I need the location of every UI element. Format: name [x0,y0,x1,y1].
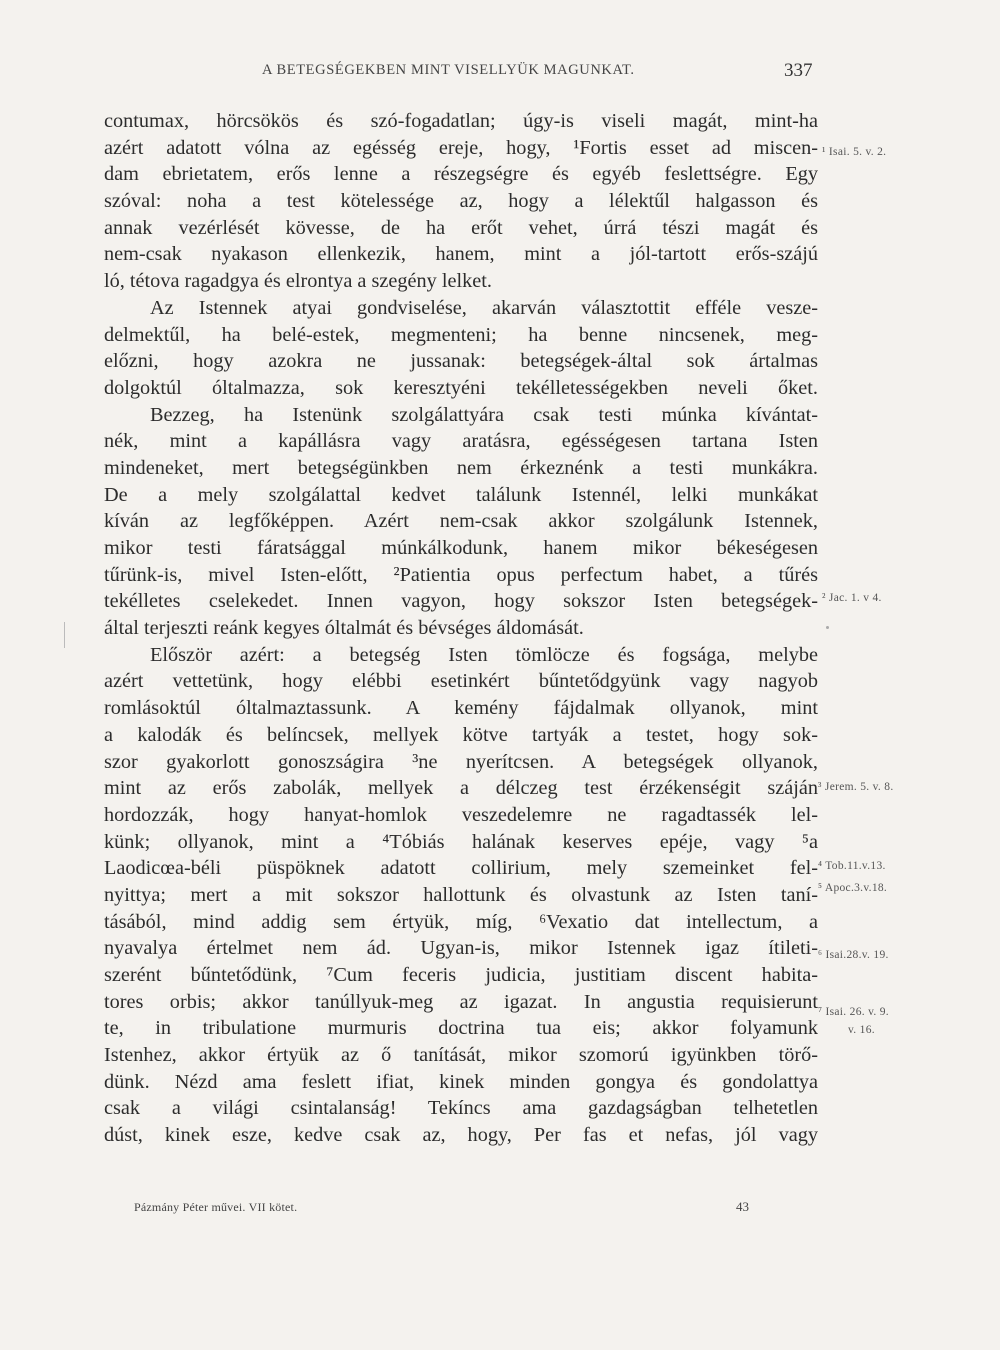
text-line: szerént bűntetődünk, ⁷Cum feceris judicia, justitiam discent habita- [104,964,818,986]
text-line: Bezzeg, ha Istenünk szolgálattyára csak testi múnka kívántat- [150,403,818,426]
text-line: annak vezérlését kövesse, de ha erőt vehet, úrrá tészi magát és [104,216,818,239]
margin-reference: ¹ Isai. 5. v. 2. [822,146,887,158]
text-line: mint az erős zabolák, mellyek a délczeg test érzékenségit száján [104,777,818,800]
margin-reference: ³ Jerem. 5. v. 8. [818,781,894,793]
text-line: Az Istennek atyai gondviselése, akarván választottit efféle vesze- [150,296,818,319]
imprint-line: Pázmány Péter művei. VII kötet. [134,1200,298,1214]
margin-reference: ⁶ Isai.28.v. 19. [818,949,889,961]
text-line: nyavalya értelmet nem ád. Ugyan-is, mikor Istennek igaz ítileti- [104,937,818,960]
text-line: a kalodák és belíncsek, mellyek kötve tartyák a testet, hogy sok- [104,723,818,746]
paper-mark [826,626,829,629]
margin-reference: v. 16. [848,1024,875,1036]
text-line: De a mely szolgálattal kedvet találunk Istennél, lelki munkákat [104,483,818,506]
text-line: csak a világi csintalanság! Tekíncs ama gazdagságban telhetetlen [104,1097,818,1120]
text-line: mindeneket, mert betegségünkben nem érkeznénk a testi munkákra. [104,456,818,479]
running-header [0,62,1000,86]
text-line: te, in tribulatione murmuris doctrina tua eis; akkor folyamunk [104,1017,818,1040]
text-line: dünk. Nézd ama feslett ifiat, kinek minden gongya és gondolattya [104,1070,818,1093]
text-line: Laodicœa-béli püspöknek adatott collirium, mely szemeinket fel- [104,857,818,880]
text-line: künk; ollyanok, mint a ⁴Tóbiás halának keserves epéje, vagy ⁵a [104,830,818,853]
text-line: dúst, kinek esze, kedve csak az, hogy, Per fas et nefas, jól vagy [104,1124,818,1147]
margin-reference: ⁵ Apoc.3.v.18. [818,882,888,894]
signature-number: 43 [736,1199,749,1214]
text-line: ló, tétova ragadgya és elrontya a szegény lelket. [104,270,492,293]
text-line: kíván az legfőképpen. Azért nem-csak akkor szolgálunk Istennek, [104,510,818,533]
text-line: azért adatott vólna az egésség ereje, hogy, ¹Fortis esset ad miscen- [104,136,818,159]
text-line: tűrünk-is, mivel Isten-előtt, ²Patientia opus perfectum habet, a tűrés [104,563,818,586]
text-line: szóval: noha a test kötelessége az, hogy a lélektűl halgasson és [104,190,818,213]
page-number: 337 [784,60,813,81]
text-line: contumax, hörcsökös és szó-fogadatlan; úgy-is viseli magát, mint-ha [104,110,818,132]
margin-reference: ⁷ Isai. 26. v. 9. [818,1006,889,1018]
text-line: azért vettetünk, hogy elébbi esetinkért bűntetődgyünk vagy nagyob [104,670,818,693]
body-text [104,108,818,1149]
text-line: hordozzák, hogy hanyat-homlok veszedelemre ne ragadtassék lel- [104,803,818,826]
text-line: nyittya; mert a mit sokszor hallottunk és olvastunk az Isten taní- [104,883,818,906]
text-line: által terjeszti reánk kegyes óltalmát és bévséges áldomását. [104,617,584,640]
running-title: A BETEGSÉGEKBEN MINT VISELLYÜK MAGUNKAT. [262,62,635,78]
text-line: delmektűl, ha belé-estek, megmenteni; ha benne nincsenek, meg- [104,323,818,346]
text-line: dolgoktúl óltalmazza, sok keresztyéni tekélletességekben neveli őket. [104,376,818,399]
text-line: szor gyakorlott gonoszságira ³ne nyerítcsen. A betegségek ollyanok, [104,750,818,773]
margin-reference: ⁴ Tob.11.v.13. [818,860,886,872]
text-line: előzni, hogy azokra ne jussanak: betegségek-által sok ártalmas [104,350,818,373]
margin-reference: ² Jac. 1. v 4. [822,592,882,604]
text-line: tores orbis; akkor tanúllyuk-meg az igazat. In angustia requisierunt [104,990,818,1013]
text-line: tekélletes cselekedet. Innen vagyon, hogy sokszor Isten betegségek- [104,590,818,613]
text-line: tásából, mind addig sem értyük, míg, ⁶Vexatio dat intellectum, a [104,910,818,933]
text-line: romlásoktúl óltalmaztassunk. A kemény fájdalmak ollyanok, mint [104,697,818,720]
page-footer [0,1200,1000,1220]
paper-mark [64,622,65,648]
text-line: nék, mint a kapállásra vagy aratásra, egésségesen tartana Isten [104,430,818,453]
text-line: nem-csak nyakason ellenkezik, hanem, mint a jól-tartott erős-szájú [104,243,818,266]
text-line: dam ebrietatem, erős lenne a részegségre és egyéb feslettségre. Egy [104,163,818,186]
text-line: Istenhez, akkor értyük az ő tanítását, mikor szomorú igyünkben törő- [104,1044,818,1067]
text-line: mikor testi fáratsággal múnkálkodunk, hanem mikor békeségesen [104,537,818,559]
text-line: Először azért: a betegség Isten tömlöcze és fogsága, melybe [150,643,818,666]
